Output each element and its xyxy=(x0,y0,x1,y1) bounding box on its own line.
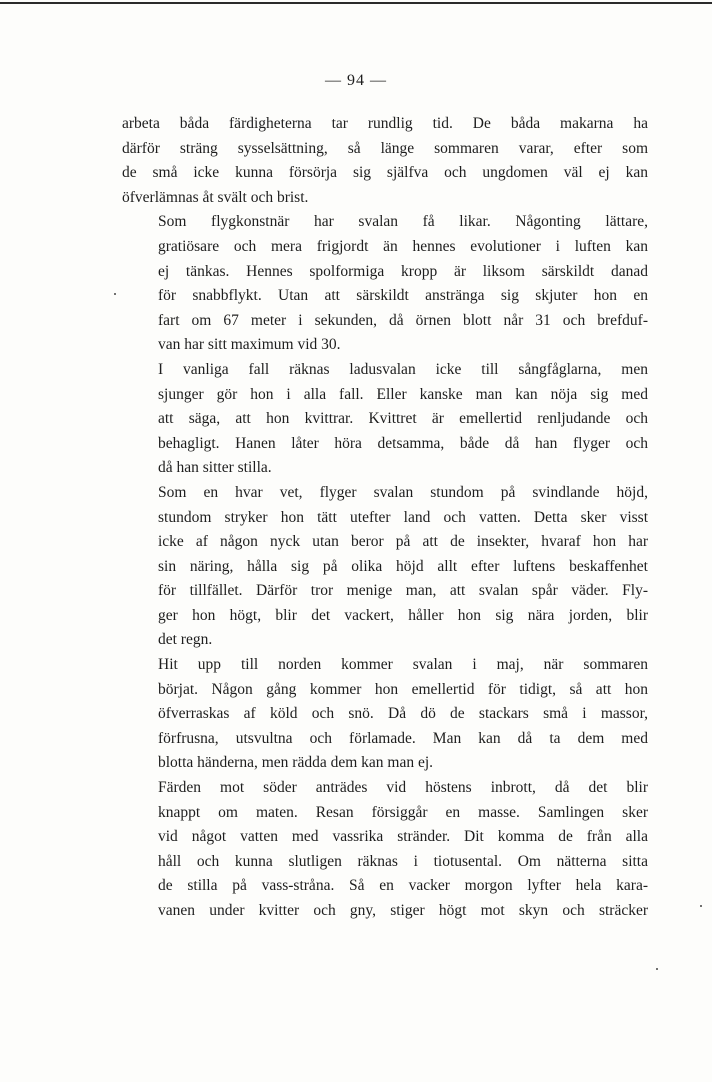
text-line: för snabbflykt. Utan att särskildt anstränga sig skjuter hon en xyxy=(158,287,648,305)
text-line: I vanliga fall räknas ladusvalan icke till sångfåglarna, men xyxy=(158,360,648,378)
text-line: sin näring, hålla sig på olika höjd allt efter luftens beskaffenhet xyxy=(158,557,648,575)
paragraph xyxy=(122,112,648,210)
text-line: de små icke kunna försörja sig själfva och ungdomen väl ej kan xyxy=(122,164,648,182)
text-line: håll och kunna slutligen räknas i tiotusental. Om nätterna sitta xyxy=(158,852,648,870)
text-line: börjat. Någon gång kommer hon emellertid för tidigt, så att hon xyxy=(158,680,648,698)
text-line: Färden mot söder anträdes vid höstens inbrott, då det blir xyxy=(158,779,648,797)
text-line: Som flygkonstnär har svalan få likar. Någonting lättare, xyxy=(158,213,648,231)
text-line: ej tänkas. Hennes spolformiga kropp är liksom särskildt danad xyxy=(158,262,648,280)
text-line: öfverlämnas åt svält och brist. xyxy=(122,188,309,206)
paragraph xyxy=(122,653,648,776)
text-line: det regn. xyxy=(158,631,213,649)
text-line: behagligt. Hanen låter höra detsamma, både då han flyger och xyxy=(158,434,648,452)
text-line: att säga, att hon kvittrar. Kvittret är emellertid renljudande och xyxy=(158,410,648,428)
text-line: stundom stryker hon tätt utefter land och vatten. Detta sker visst xyxy=(158,508,648,526)
page-top-edge xyxy=(0,2,712,4)
body-text xyxy=(122,112,648,924)
text-line: öfverraskas af köld och snö. Då dö de stackars små i massor, xyxy=(158,705,648,723)
text-line: fart om 67 meter i sekunden, då örnen blott når 31 och brefduf- xyxy=(158,311,648,329)
text-line: vid något vatten med vassrika stränder. Dit komma de från alla xyxy=(158,828,648,846)
text-line: knappt om maten. Resan försiggår en masse. Samlingen sker xyxy=(158,803,648,821)
scan-speck xyxy=(114,293,116,295)
scan-speck xyxy=(656,968,658,970)
paragraph xyxy=(122,481,648,653)
text-line: icke af någon nyck utan beror på att de insekter, hvaraf hon har xyxy=(158,533,648,551)
text-line: förfrusna, utsvultna och förlamade. Man kan då ta dem med xyxy=(158,729,648,747)
text-line: då han sitter stilla. xyxy=(158,459,272,477)
text-line: därför sträng sysselsättning, så länge sommaren varar, efter som xyxy=(122,139,648,157)
text-line: arbeta båda färdigheterna tar rundlig tid. De båda makarna ha xyxy=(122,115,648,132)
text-line: gratiösare och mera frigjordt än hennes evolutioner i luften kan xyxy=(158,237,648,255)
text-line: van har sitt maximum vid 30. xyxy=(158,336,341,354)
paragraph xyxy=(122,776,648,924)
scan-speck xyxy=(700,905,702,907)
text-line: ger hon högt, blir det vackert, håller hon sig nära jorden, blir xyxy=(158,606,648,624)
page-number: — 94 — xyxy=(325,72,387,89)
text-line: vanen under kvitter och gny, stiger högt mot skyn och sträcker xyxy=(158,902,648,919)
text-line: blotta händerna, men rädda dem kan man ej. xyxy=(158,754,434,772)
text-line: Hit upp till norden kommer svalan i maj, när sommaren xyxy=(158,656,648,674)
text-line: sjunger gör hon i alla fall. Eller kanske man kan nöja sig med xyxy=(158,385,648,403)
paragraph xyxy=(122,210,648,358)
text-line: de stilla på vass-stråna. Så en vacker morgon lyfter hela kara- xyxy=(158,877,648,895)
paragraph xyxy=(122,358,648,481)
text-line: för tillfället. Därför tror menige man, att svalan spår väder. Fly- xyxy=(158,582,648,600)
text-line: Som en hvar vet, flyger svalan stundom på svindlande höjd, xyxy=(158,483,648,501)
